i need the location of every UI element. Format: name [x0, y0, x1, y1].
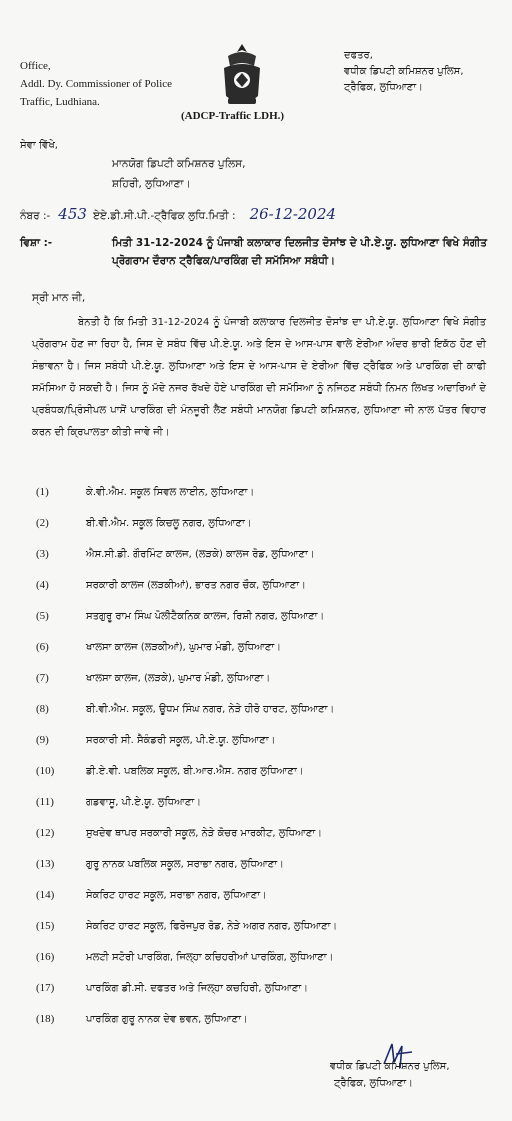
number-label: ਨੰਬਰ :-: [20, 210, 51, 222]
list-item-number: (5): [36, 610, 49, 622]
list-item-number: (14): [36, 889, 55, 901]
office-line: ਦਫਤਰ,: [344, 50, 373, 61]
office-address-english: [20, 57, 172, 111]
list-item: [36, 858, 284, 870]
subject-text: ਮਿਤੀ 31-12-2024 ਨੂੰ ਪੰਜਾਬੀ ਕਲਾਕਾਰ ਦਿਲਜੀਤ ਦੋਸਾਂਝ ਦੇ ਪੀ.ਏ.ਯੂ. ਲੁਧਿਆਣਾ ਵਿਖੇ ਸੰਗੀਤ ਪ੍ਰੋਗਰਾਮ ਦੌਰਾਨ ਟ੍ਰੈਫਿਕ/ਪਾਰਕਿੰਗ ਦੀ ਸਮੱਸਿਆ ਸਬੰਧੀ।: [112, 237, 488, 267]
letter-date: 26-12-2024: [249, 205, 337, 223]
list-item-text: ਗਡਵਾਸੂ, ਪੀ.ਏ.ਯੂ. ਲੁਧਿਆਣਾ।: [86, 797, 202, 808]
list-item: [36, 827, 322, 839]
list-item-text: ਗੁਰੂ ਨਾਨਕ ਪਬਲਿਕ ਸਕੂਲ, ਸਰਾਭਾ ਨਗਰ, ਲੁਧਿਆਣਾ।: [86, 859, 284, 870]
list-item: [36, 672, 270, 684]
list-item-text: ਸੇਕਰਿਟ ਹਾਰਟ ਸਕੂਲ, ਫਿਰੋਜਪੁਰ ਰੋਡ, ਨੇੜੇ ਅਗਰ ਨਗਰ, ਲੁਧਿਆਣਾ।: [86, 921, 338, 932]
list-item-text: ਸਰਕਾਰੀ ਸੀ. ਸੈਕੰਡਰੀ ਸਕੂਲ, ਪੀ.ਏ.ਯੂ. ਲੁਧਿਆਣਾ।: [86, 735, 276, 746]
reference-line: [20, 205, 336, 223]
list-item: [36, 982, 308, 994]
list-item: [36, 703, 334, 715]
signature-line: ਟ੍ਰੈਫਿਕ, ਲੁਧਿਆਣਾ।: [334, 1078, 413, 1089]
list-item-text: ਮਲਟੀ ਸਟੋਰੀ ਪਾਰਕਿੰਗ, ਜਿਲ੍ਹਾ ਕਚਿਹਰੀਆਂ ਪਾਰਕਿੰਗ, ਲੁਧਿਆਣਾ।: [86, 952, 334, 963]
list-item-number: (7): [36, 672, 49, 684]
list-item-text: ਕੇ.ਵੀ.ਐਮ. ਸਕੂਲ ਸਿਵਲ ਲਾਈਨ, ਲੁਧਿਆਣਾ।: [86, 487, 255, 498]
signature-line: ਵਧੀਕ ਡਿਪਟੀ ਕਮਿਸ਼ਨਰ ਪੁਲਿਸ,: [330, 1061, 450, 1072]
list-item-number: (8): [36, 703, 49, 715]
list-item: [36, 765, 304, 777]
list-item: [36, 517, 252, 529]
list-item: [36, 610, 324, 622]
office-line: ਟ੍ਰੈਫਿਕ, ਲੁਧਿਆਣਾ।: [344, 82, 423, 93]
list-item: [36, 1013, 248, 1025]
list-item-text: ਸਤਗੁਰੂ ਰਾਮ ਸਿੰਘ ਪੋਲੀਟੈਕਨਿਕ ਕਾਲਜ, ਰਿਸ਼ੀ ਨਗਰ, ਲੁਧਿਆਣਾ।: [86, 611, 325, 622]
list-item: [36, 734, 275, 746]
list-item-number: (4): [36, 579, 49, 591]
list-item-text: ਸੁਖਦੇਵ ਥਾਪਰ ਸਰਕਾਰੀ ਸਕੂਲ, ਨੇੜੇ ਕੋਚਰ ਮਾਰਕੀਟ, ਲੁਧਿਆਣਾ।: [86, 828, 323, 839]
list-item-text: ਬੀ.ਵੀ.ਐਮ. ਸਕੂਲ ਕਿਚਲੂ ਨਗਰ, ਲੁਧਿਆਣਾ।: [86, 518, 252, 529]
list-item-text: ਬੀ.ਵੀ.ਐਮ. ਸਕੂਲ, ਊਧਮ ਸਿੰਘ ਨਗਰ, ਨੇੜੇ ਹੀਰੋ ਹਾਰਟ, ਲੁਧਿਆਣਾ।: [86, 704, 335, 715]
list-item-text: ਪਾਰਕਿੰਗ ਗੁਰੂ ਨਾਨਕ ਦੇਵ ਭਵਨ, ਲੁਧਿਆਣਾ।: [86, 1014, 248, 1025]
addressee-label: ਸੇਵਾ ਵਿੱਖੇ,: [20, 140, 58, 151]
list-item: [36, 796, 201, 808]
addressee-line: ਸ਼ਹਿਰੀ, ਲੁਧਿਆਣਾ।: [112, 178, 191, 190]
list-item-number: (13): [36, 858, 55, 870]
list-item-number: (10): [36, 765, 55, 777]
list-item: [36, 548, 315, 560]
list-item-number: (15): [36, 920, 55, 932]
list-item-number: (6): [36, 641, 49, 653]
list-item-text: ਸਰਕਾਰੀ ਕਾਲਜ (ਲੜਕੀਆਂ), ਭਾਰਤ ਨਗਰ ਚੌਕ, ਲੁਧਿਆਣਾ।: [86, 580, 306, 591]
list-item-number: (12): [36, 827, 55, 839]
list-item-number: (9): [36, 734, 49, 746]
list-item-text: ਡੀ.ਏ.ਵੀ. ਪਬਲਿਕ ਸਕੂਲ, ਬੀ.ਆਰ.ਐਸ. ਨਗਰ ਲੁਧਿਆਣਾ।: [86, 766, 304, 777]
subject-label: ਵਿਸ਼ਾ :-: [20, 237, 53, 249]
list-item-text: ਖਾਲਸਾ ਕਾਲਜ, (ਲੜਕੇ), ਘੁਮਾਰ ਮੰਡੀ, ਲੁਧਿਆਣਾ।: [86, 673, 271, 684]
list-item: [36, 951, 333, 963]
list-item: [36, 889, 267, 901]
office-line: Office,: [20, 60, 51, 72]
signature-block: [330, 1058, 450, 1092]
list-item-number: (17): [36, 982, 55, 994]
list-item-text: ਸੇਕਰਿਟ ਹਾਰਟ ਸਕੂਲ, ਸਰਾਭਾ ਨਗਰ, ਲੁਧਿਆਣਾ।: [86, 890, 267, 901]
list-item-text: ਖਾਲਸਾ ਕਾਲਜ (ਲੜਕੀਆਂ), ਘੁਮਾਰ ਮੰਡੀ, ਲੁਧਿਆਣਾ।: [86, 642, 281, 653]
list-item-number: (2): [36, 517, 49, 529]
list-item-text: ਪਾਰਕਿੰਗ ਡੀ.ਸੀ. ਦਫਤਰ ਅਤੇ ਜਿਲ੍ਹਾ ਕਚਹਿਰੀ, ਲੁਧਿਆਣਾ।: [86, 983, 308, 994]
list-item: [36, 486, 254, 498]
list-item: [36, 920, 337, 932]
office-line: Addl. Dy. Commissioner of Police: [20, 78, 173, 90]
list-item-text: ਐਸ.ਸੀ.ਡੀ. ਗੌਰਮਿੰਟ ਕਾਲਜ, (ਲੜਕੇ) ਕਾਲਜ ਰੋਡ, ਲੁਧਿਆਣਾ।: [86, 549, 315, 560]
office-code: ਏਏ.ਡੀ.ਸੀ.ਪੀ.-ਟ੍ਰੈਫਿਕ ਲੁਧਿ.ਮਿਤੀ :: [92, 210, 236, 222]
list-item-number: (3): [36, 548, 49, 560]
list-item-number: (11): [36, 796, 54, 808]
body-paragraph: ਬੇਨਤੀ ਹੈ ਕਿ ਮਿਤੀ 31-12-2024 ਨੂੰ ਪੰਜਾਬੀ ਕਲਾਕਾਰ ਦਿਲਜੀਤ ਦੋਸਾਂਝ ਦਾ ਪੀ.ਏ.ਯੂ. ਲੁਧਿਆਣਾ ਵਿਖੇ ਸੰਗੀਤ ਪ੍ਰੋਗਰਾਮ ਹੋਣ ਜਾ ਰਿਹਾ ਹੈ, ਜਿਸ ਦੇ ਸਬੰਧ ਵਿੱਚ ਪੀ.ਏ.ਯੂ. ਅਤੇ ਇਸ ਦੇ ਆਸ-ਪਾਸ ਵਾਲੇ ਏਰੀਆ ਅੰਦਰ ਭਾਰੀ ਇਕੱਠ ਹੋਣ ਦੀ ਸੰਭਾਵਨਾ ਹੈ। ਜਿਸ ਸਬੰਧੀ ਪੀ.ਏ.ਯੂ. ਲੁਧਿਆਣਾ ਅਤੇ ਇਸ ਦੇ ਆਸ-ਪਾਸ ਦੇ ਏਰੀਆ ਵਿੱਚ ਟ੍ਰੈਫਿਕ ਅਤੇ ਪਾਰਕਿੰਗ ਦੀ ਕਾਫੀ ਸਮੱਸਿਆ ਹੋ ਸਕਦੀ ਹੈ। ਜਿਸ ਨੂੰ ਮੱਦੇ ਨਜਰ ਰੱਖਦੇ ਹੋਏ ਪਾਰਕਿੰਗ ਦੀ ਸਮੱਸਿਆ ਨੂੰ ਨਜਿਠਣ ਸਬੰਧੀ ਨਿਮਨ ਲਿਖਤ ਅਦਾਰਿਆਂ ਦੇ ਪ੍ਰਬੰਧਕ/ਪ੍ਰਿੰਸੀਪਲ ਪਾਸੋਂ ਪਾਰਕਿੰਗ ਦੀ ਮੰਨਜੂਰੀ ਲੈਣ ਸਬੰਧੀ ਮਾਨਯੋਗ ਡਿਪਟੀ ਕਮਿਸ਼ਨਰ, ਲੁਧਿਆਣਾ ਜੀ ਨਾਲ ਪੱਤਰ ਵਿਹਾਰ ਕਰਨ ਦੀ ਕ੍ਰਿਪਾਲਤਾ ਕੀਤੀ ਜਾਵੇ ਜੀ।: [32, 317, 486, 438]
office-line: Traffic, Ludhiana.: [20, 96, 100, 108]
list-item-number: (16): [36, 951, 55, 963]
list-item: [36, 641, 281, 653]
salutation: ਸ੍ਰੀ ਮਾਨ ਜੀ,: [32, 292, 86, 304]
police-emblem-icon: [214, 40, 270, 112]
office-line: ਵਧੀਕ ਡਿਪਟੀ ਕਮਿਸ਼ਨਰ ਪੁਲਿਸ,: [344, 66, 464, 77]
letter-number: 453: [58, 205, 87, 223]
list-item-number: (18): [36, 1013, 55, 1025]
unit-label: (ADCP-Traffic LDH.): [181, 110, 285, 122]
office-address-punjabi: [344, 48, 464, 96]
addressee-line: ਮਾਨਯੋਗ ਡਿਪਟੀ ਕਮਿਸ਼ਨਰ ਪੁਲਿਸ,: [112, 158, 246, 170]
list-item: [36, 579, 306, 591]
list-item-number: (1): [36, 486, 49, 498]
